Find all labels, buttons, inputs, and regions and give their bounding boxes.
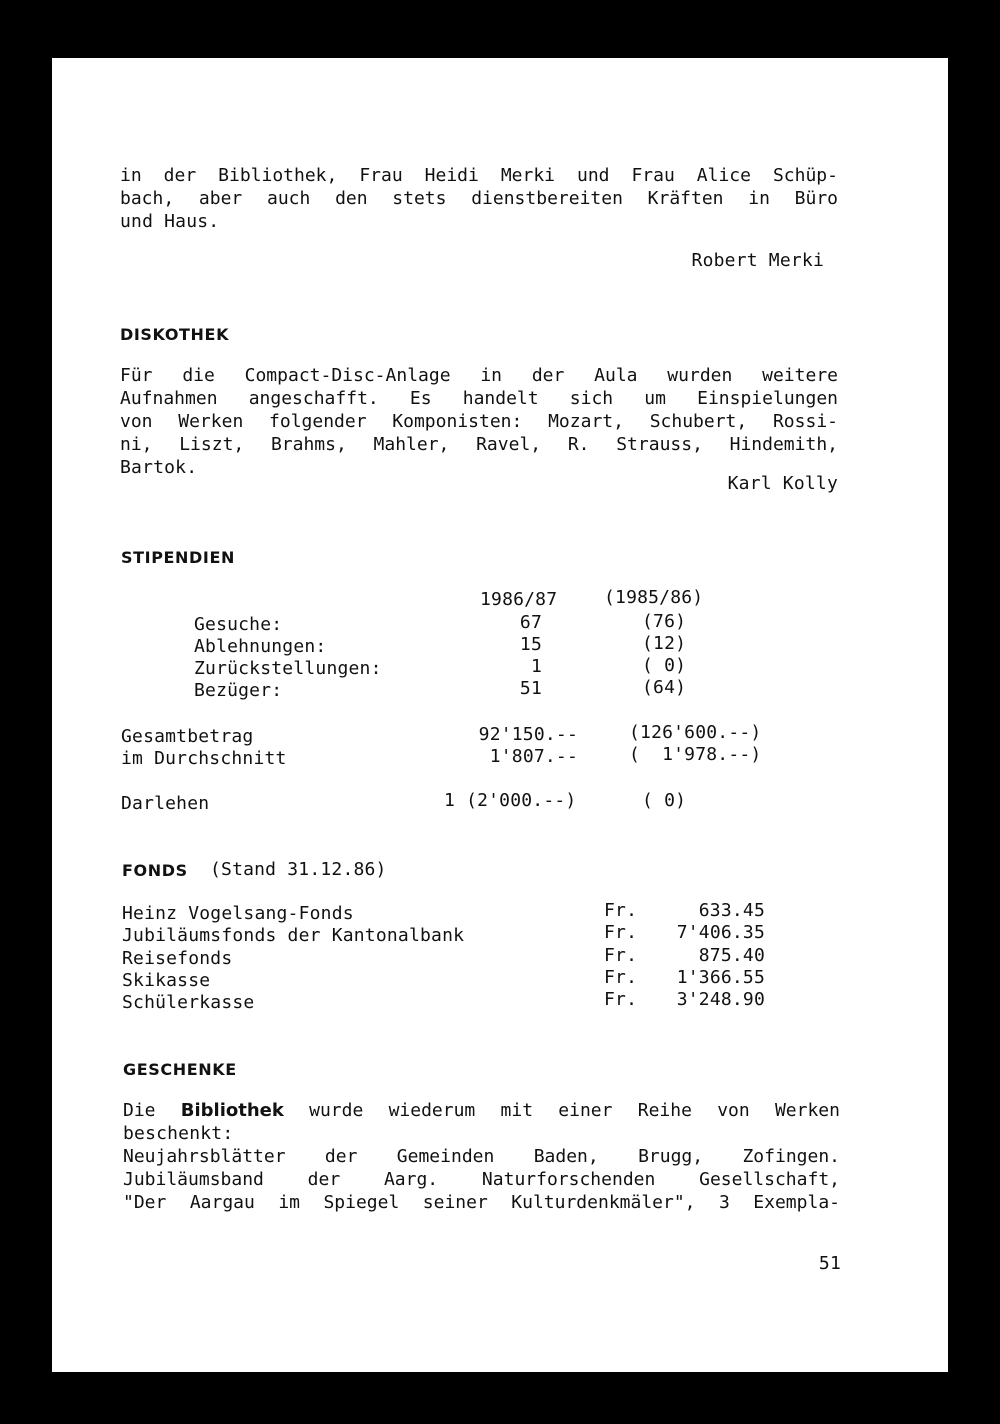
total-label-gesamtbetrag: Gesamtbetrag: [121, 726, 254, 747]
darlehen-previous: ( 0): [642, 790, 687, 811]
intro-line-1: in der Bibliothek, Frau Heidi Merki und Frau Alice Schüp-: [120, 165, 838, 186]
heading-stipendien: STIPENDIEN: [121, 548, 235, 567]
col-header-previous: (1985/86): [604, 587, 704, 608]
row-label-ablehnungen: Ablehnungen:: [194, 636, 327, 657]
heading-fonds: FONDS: [122, 861, 188, 880]
geschenke-line-2: beschenkt:: [123, 1123, 234, 1144]
row-current-ablehnungen: 15: [519, 634, 542, 655]
heading-geschenke: GESCHENKE: [123, 1060, 237, 1079]
diskothek-line-5: Bartok.: [120, 457, 198, 478]
fonds-name-3: Reisefonds: [122, 948, 233, 969]
fonds-amount-1: 633.45: [698, 900, 765, 921]
fonds-name-2: Jubiläumsfonds der Kantonalbank: [122, 925, 465, 946]
geschenke-line-3: Neujahrsblätter der Gemeinden Baden, Brugg, Zofingen.: [123, 1146, 840, 1167]
row-current-gesuche: 67: [519, 612, 542, 633]
diskothek-line-1: Für die Compact-Disc-Anlage in der Aula wurden weitere: [120, 365, 838, 386]
row-current-zurueckstellungen: 1: [530, 656, 542, 677]
fonds-amount-5: 3'248.90: [676, 989, 765, 1010]
total-previous-durchschnitt: ( 1'978.--): [629, 744, 762, 765]
geschenke-line-5: "Der Aargau im Spiegel seiner Kulturdenkmäler", 3 Exempla-: [123, 1192, 840, 1213]
row-label-bezueger: Bezüger:: [194, 680, 283, 701]
darlehen-current: 1 (2'000.--): [444, 790, 577, 811]
diskothek-line-3: von Werken folgender Komponisten: Mozart, Schubert, Rossi-: [120, 411, 838, 432]
row-previous-zurueckstellungen: ( 0): [642, 655, 687, 676]
geschenke-line-1: Die Bibliothek wurde wiederum mit einer Reihe von Werken: [123, 1100, 840, 1121]
fonds-currency-5: Fr.: [604, 989, 638, 1010]
bibliothek-bold: Bibliothek: [180, 1100, 284, 1121]
col-header-current: 1986/87: [480, 589, 558, 610]
darlehen-label: Darlehen: [121, 793, 210, 814]
fonds-name-1: Heinz Vogelsang-Fonds: [122, 903, 354, 924]
fonds-stand: (Stand 31.12.86): [210, 859, 387, 880]
signature-kolly: Karl Kolly: [727, 473, 838, 494]
intro-line-3: und Haus.: [120, 211, 220, 232]
fonds-currency-2: Fr.: [604, 922, 638, 943]
intro-line-2: bach, aber auch den stets dienstbereiten Kräften in Büro: [120, 188, 838, 209]
heading-diskothek: DISKOTHEK: [120, 325, 230, 344]
fonds-amount-2: 7'406.35: [676, 922, 765, 943]
total-label-durchschnitt: im Durchschnitt: [121, 748, 287, 769]
total-current-gesamtbetrag: 92'150.--: [478, 724, 578, 745]
fonds-currency-1: Fr.: [604, 900, 638, 921]
fonds-name-4: Skikasse: [122, 970, 211, 991]
row-previous-gesuche: (76): [642, 611, 687, 632]
page-number: 51: [818, 1253, 841, 1274]
fonds-amount-3: 875.40: [698, 945, 765, 966]
diskothek-line-2: Aufnahmen angeschafft. Es handelt sich um Einspielungen: [120, 388, 838, 409]
document-page: [52, 58, 948, 1372]
total-previous-gesamtbetrag: (126'600.--): [629, 722, 762, 743]
row-label-zurueckstellungen: Zurückstellungen:: [194, 658, 382, 679]
fonds-currency-4: Fr.: [604, 967, 638, 988]
signature-merki: Robert Merki: [691, 250, 824, 271]
fonds-currency-3: Fr.: [604, 945, 638, 966]
total-current-durchschnitt: 1'807.--: [489, 746, 578, 767]
geschenke-line-4: Jubiläumsband der Aarg. Naturforschenden Gesellschaft,: [123, 1169, 840, 1190]
row-previous-bezueger: (64): [642, 677, 687, 698]
fonds-amount-4: 1'366.55: [676, 967, 765, 988]
fonds-name-5: Schülerkasse: [122, 992, 255, 1013]
row-current-bezueger: 51: [519, 678, 542, 699]
row-previous-ablehnungen: (12): [642, 633, 687, 654]
diskothek-line-4: ni, Liszt, Brahms, Mahler, Ravel, R. Strauss, Hindemith,: [120, 434, 838, 455]
row-label-gesuche: Gesuche:: [194, 614, 283, 635]
